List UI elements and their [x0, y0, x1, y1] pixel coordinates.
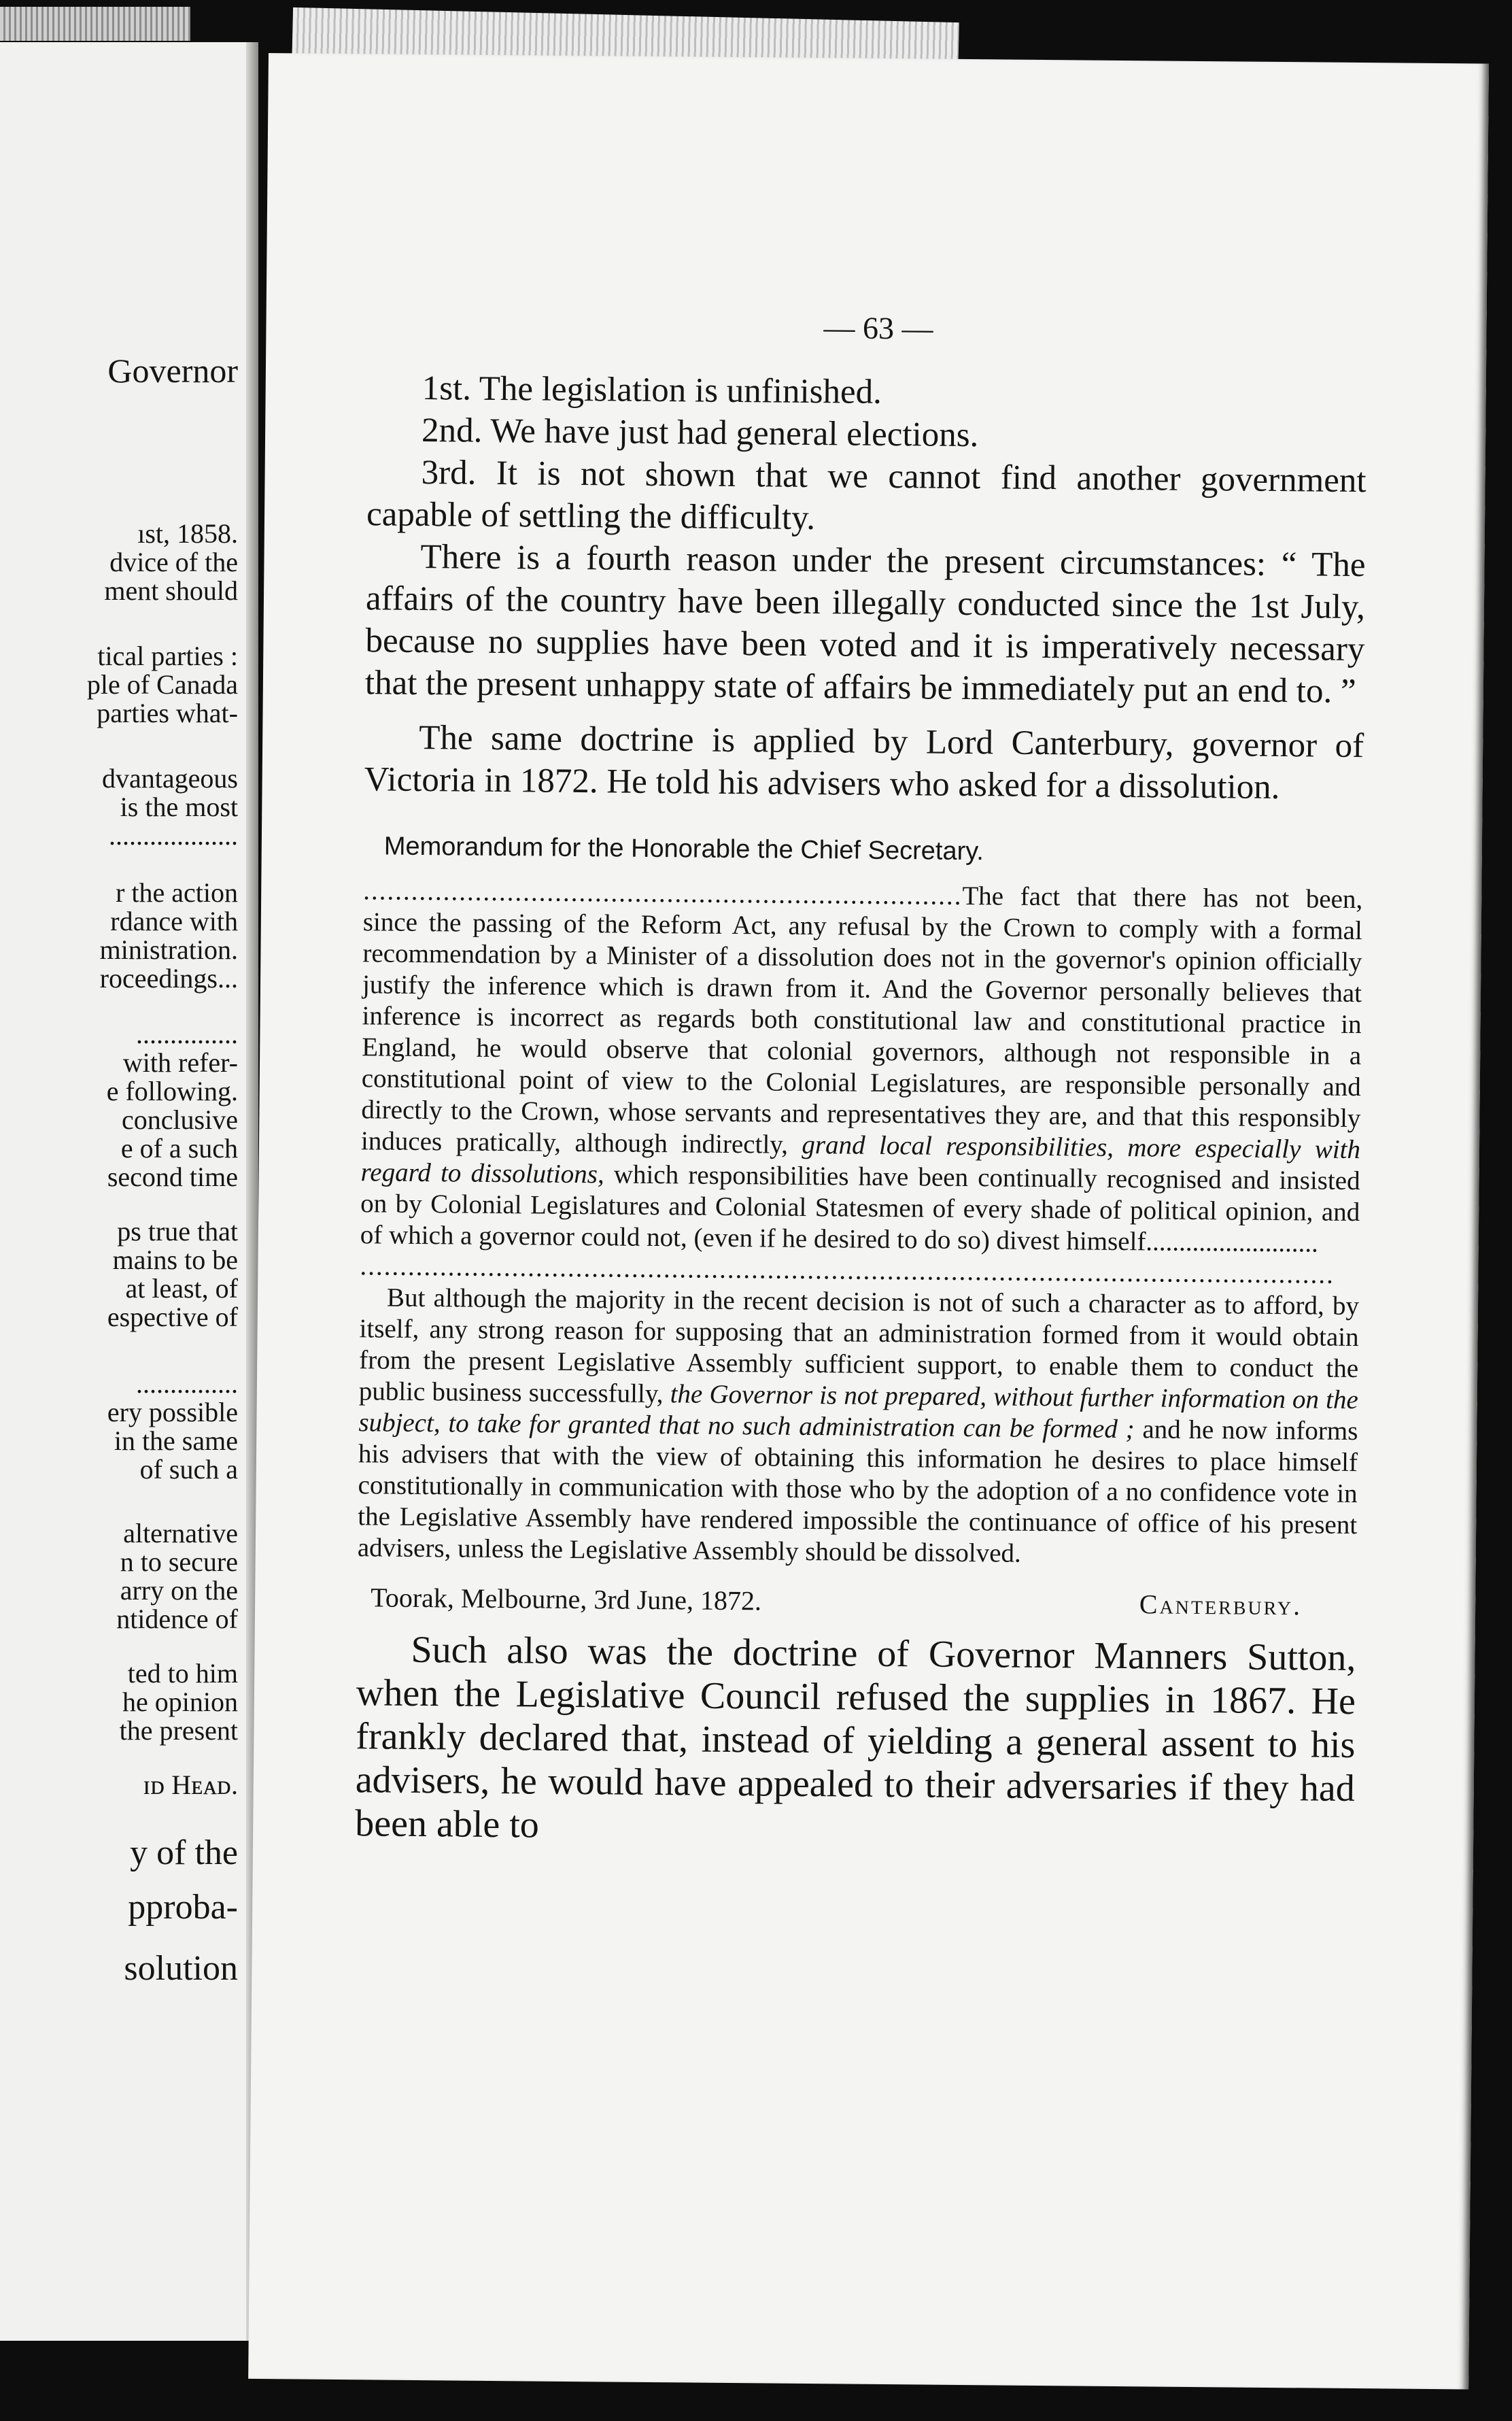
memo-place-date: Toorak, Melbourne, 3rd June, 1872. [370, 1582, 762, 1616]
left-page-line: ps true that [117, 1216, 238, 1247]
memo-p1-text-end: which responsibilities have been continually recognised and insisted on by Colonial Legislatures and Colonial Statesmen of every shade of political opinion, and of which a governor could not, (even if he desired to do so) divest himself.......................... [360, 1159, 1360, 1258]
left-page-line: ............... [136, 1368, 238, 1399]
left-page-line: with refer- [122, 1047, 238, 1078]
memorandum-heading: Memorandum for the Honorable the Chief Secretary. [383, 832, 984, 866]
left-page-line: the present [119, 1715, 238, 1746]
left-page-line: ıst, 1858. [137, 518, 238, 549]
left-page-line: ple of Canada [86, 669, 238, 700]
left-page-line: in the same [114, 1425, 238, 1456]
left-page-line: roceedings... [99, 963, 238, 994]
left-facing-page [0, 42, 258, 2341]
left-page-line: ted to him [127, 1658, 238, 1689]
reason-1: 1st. The legislation is unfinished. [422, 369, 882, 411]
left-page-line: at least, of [125, 1273, 238, 1304]
left-page-line: second time [107, 1162, 238, 1192]
reason-3: 3rd. It is not shown that we cannot find another government capable of settling the difficulty. [366, 453, 1367, 538]
left-page-line: dvantageous [102, 763, 238, 794]
left-page-line: arry on the [120, 1575, 238, 1606]
left-page-line: rdance with [110, 906, 238, 936]
memorandum-quote [358, 875, 1363, 1572]
left-page-big-line: pproba- [128, 1888, 238, 1927]
binding-strip-left [0, 7, 190, 41]
page-body [355, 367, 1367, 1854]
left-page-line: alternative [123, 1518, 238, 1548]
left-page-line: ɪᴅ Hᴇᴀᴅ. [143, 1770, 238, 1800]
left-page-line: e of a such [120, 1133, 238, 1164]
left-page-line: dvice of the [109, 547, 238, 577]
memo-p1-emphasis: grand local responsibilities, more especially with regard to dissolutions, [360, 1130, 1361, 1189]
left-page-line: espective of [107, 1302, 238, 1332]
left-page-big-line: y of the [130, 1833, 238, 1872]
left-page-line: he opinion [122, 1687, 238, 1717]
left-page-line: is the most [120, 792, 238, 822]
reason-2: 2nd. We have just had general elections. [421, 411, 979, 455]
fourth-reason-paragraph: There is a fourth reason under the present circumstances: “ The affairs of the country have been illegally conducted since the 1st July, because no supplies have been voted and it is imperatively necessary that the present unhappy state of affairs be immediately put an end to. ” [364, 537, 1366, 711]
left-page-line: r the action [116, 877, 238, 908]
left-page-line: ment should [104, 575, 238, 606]
left-page-line: tical parties : [97, 641, 238, 671]
memo-paragraph-1 [360, 875, 1363, 1259]
left-page-line: parties what- [97, 698, 238, 728]
memo-signature-row [371, 1581, 1356, 1623]
page-number: — 63 — [823, 310, 933, 346]
canterbury-intro-paragraph: The same doctrine is applied by Lord Canterbury, governor of Victoria in 1872. He told his advisers who asked for a dissolution. [364, 718, 1364, 807]
memo-p2-text: But although the majority in the recent decision is not of such a character as to afford, by itself, any strong reason for supposing that an administration formed from it would obtain from the present Legislative Assembly sufficient support, to enable them to conduct the public business successfully, [358, 1283, 1360, 1409]
main-page [248, 53, 1489, 2390]
left-page-line: ery possible [107, 1397, 238, 1427]
left-page-line: of such a [139, 1454, 238, 1485]
left-page-line: n to secure [120, 1546, 238, 1577]
left-page-line: conclusive [121, 1104, 238, 1135]
left-page-big-line: solution [124, 1949, 238, 1988]
memo-p2-emphasis: the Governor is not prepared, without further information on the subject, to take for granted that no such administration can be formed ; [358, 1379, 1358, 1444]
left-page-line: ntidence of [116, 1604, 238, 1634]
memo-paragraph-2 [358, 1282, 1360, 1572]
memo-dotted-separator: .......................................................................................................................... [360, 1251, 1335, 1289]
left-page-line: mains to be [112, 1245, 238, 1275]
memo-leading-dots: ........................................................................... [363, 876, 963, 911]
left-page-line: e following. [106, 1076, 238, 1106]
left-page-line: ministration. [99, 934, 238, 965]
memo-signature: Canterbury. [1139, 1589, 1303, 1621]
memo-p2-text-end: and he now informs his advisers that with the view of obtaining this information he desires to place himself constitutionally in communication with those who by the adoption of a no confidence vote in the Legislative Assembly have rendered impossible the continuance of office of his present advisers, unless the Legislative Assembly should be dissolved. [357, 1415, 1358, 1568]
left-page-line: ................... [109, 820, 238, 851]
left-page-line: ............... [136, 1019, 238, 1049]
left-page-heading: Governor [107, 352, 238, 390]
final-paragraph: Such also was the doctrine of Governor Manners Sutton, when the Legislative Council refused the supplies in 1867. He frankly declared that, instead of yielding a general assent to his advisers, he would have appealed to their adversaries if they had been able to [355, 1628, 1356, 1846]
memo-p1-text: The fact that there has not been, since the passing of the Reform Act, any refusal by the Crown to comply with a formal recommendation by a Minister of a dissolution does not in the governor's opinion officially justify the inference which is drawn from it. And the Governor personally believes that inference is incorrect as regards both constitutional law and constitutional practice in England, he would observe that colonial governors, although not responsible in a constitutional point of view to the Colonial Legislatures, are responsible personally and directly to the Crown, whose servants and representatives they are, and that this responsibly induces pratically, although indirectly, [360, 881, 1363, 1159]
